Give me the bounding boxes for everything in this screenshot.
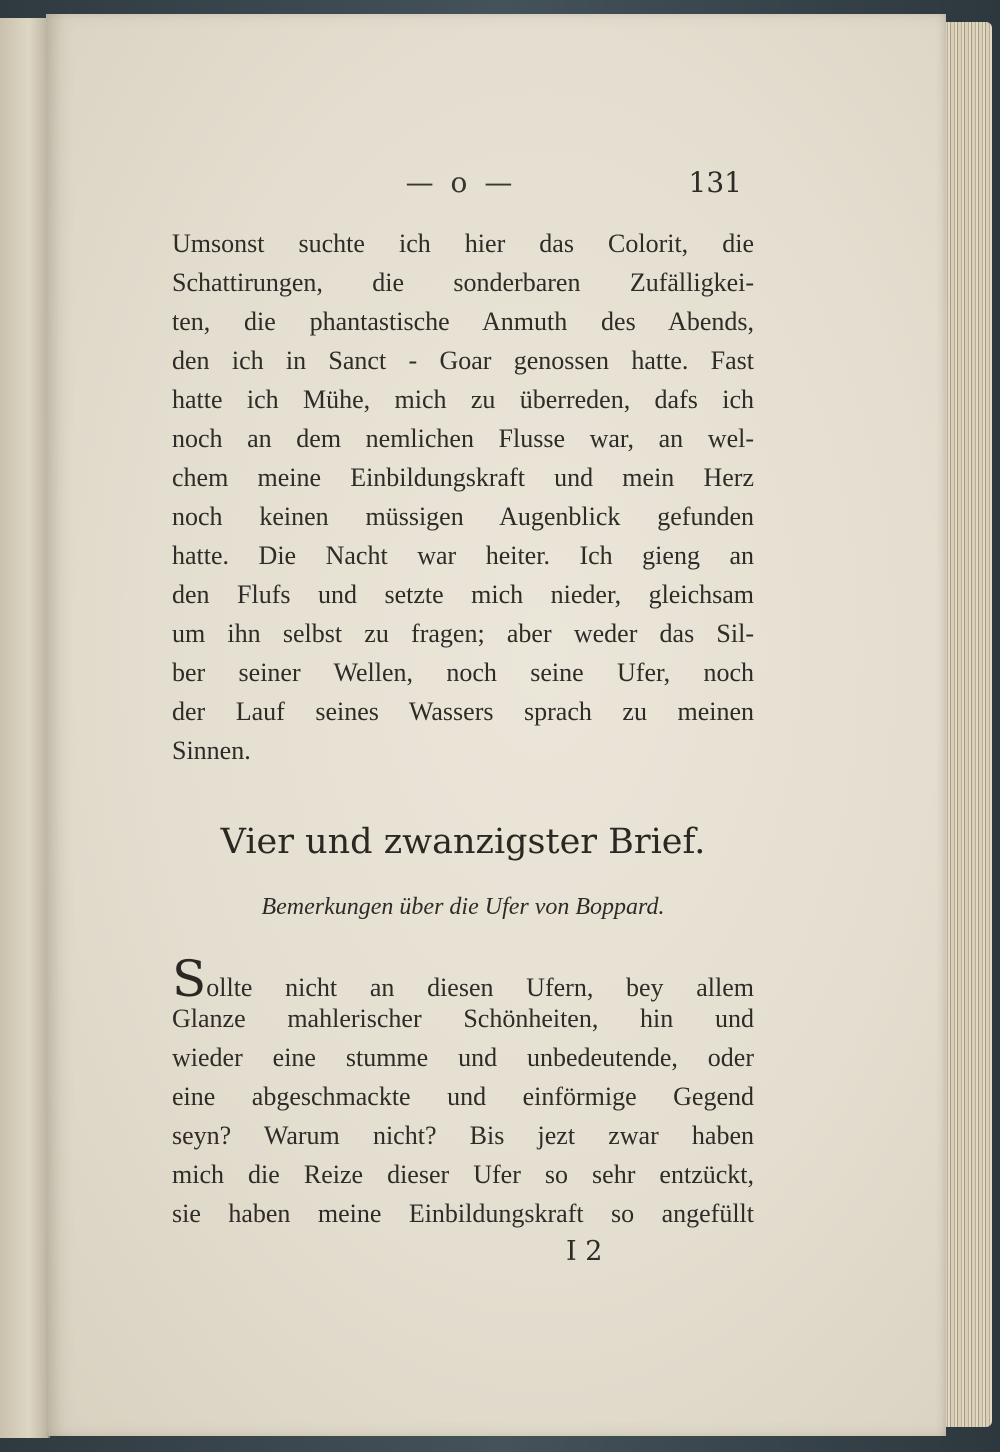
text-line: hatte. Die Nacht war heiter. Ich gieng an <box>172 541 754 570</box>
text-line: sie haben meine Einbildungskraft so angefüllt <box>172 1199 754 1228</box>
text-line: eine abgeschmackte und einförmige Gegend <box>172 1082 754 1111</box>
text-line: Schattirungen, die sonderbaren Zufälligkei- <box>172 268 754 297</box>
page-number: 131 <box>688 166 742 199</box>
text-line: chem meine Einbildungskraft und mein Herz <box>172 463 754 492</box>
text-line: den ich in Sanct - Goar genossen hatte. Fast <box>172 346 754 375</box>
text-line: hatte ich Mühe, mich zu überreden, dafs ich <box>172 385 754 414</box>
book-page <box>46 14 946 1436</box>
first-line-rest: ollte nicht an diesen Ufern, bey allem <box>206 973 754 1002</box>
text-line: mich die Reize dieser Ufer so sehr entzückt, <box>172 1160 754 1189</box>
letter-heading: Vier und zwanzigster Brief. <box>220 822 706 862</box>
paragraph-2 <box>172 950 754 1233</box>
paragraph-1 <box>172 224 754 770</box>
text-line: um ihn selbst zu fragen; aber weder das Sil- <box>172 619 754 648</box>
text-line: der Lauf seines Wassers sprach zu meinen <box>172 697 754 726</box>
drop-cap: S <box>172 950 207 1008</box>
text-line: Sinnen. <box>172 736 251 765</box>
header-ornament: — o — <box>405 166 517 199</box>
text-line: seyn? Warum nicht? Bis jezt zwar haben <box>172 1121 754 1150</box>
text-line-first <box>172 950 754 1008</box>
text-line: ber seiner Wellen, noch seine Ufer, noch <box>172 658 754 687</box>
page-header <box>46 166 946 206</box>
text-line: wieder eine stumme und unbedeutende, oder <box>172 1043 754 1072</box>
signature-mark: I 2 <box>566 1236 603 1267</box>
text-line: Umsonst suchte ich hier das Colorit, die <box>172 229 754 258</box>
letter-subheading: Bemerkungen über die Ufer von Boppard. <box>261 894 665 920</box>
text-line: noch keinen müssigen Augenblick gefunden <box>172 502 754 531</box>
text-line: noch an dem nemlichen Flusse war, an wel- <box>172 424 754 453</box>
text-line: Glanze mahlerischer Schönheiten, hin und <box>172 1004 754 1033</box>
text-line: den Flufs und setzte mich nieder, gleichsam <box>172 580 754 609</box>
left-page-edge <box>0 18 50 1438</box>
text-line: ten, die phantastische Anmuth des Abends, <box>172 307 754 336</box>
